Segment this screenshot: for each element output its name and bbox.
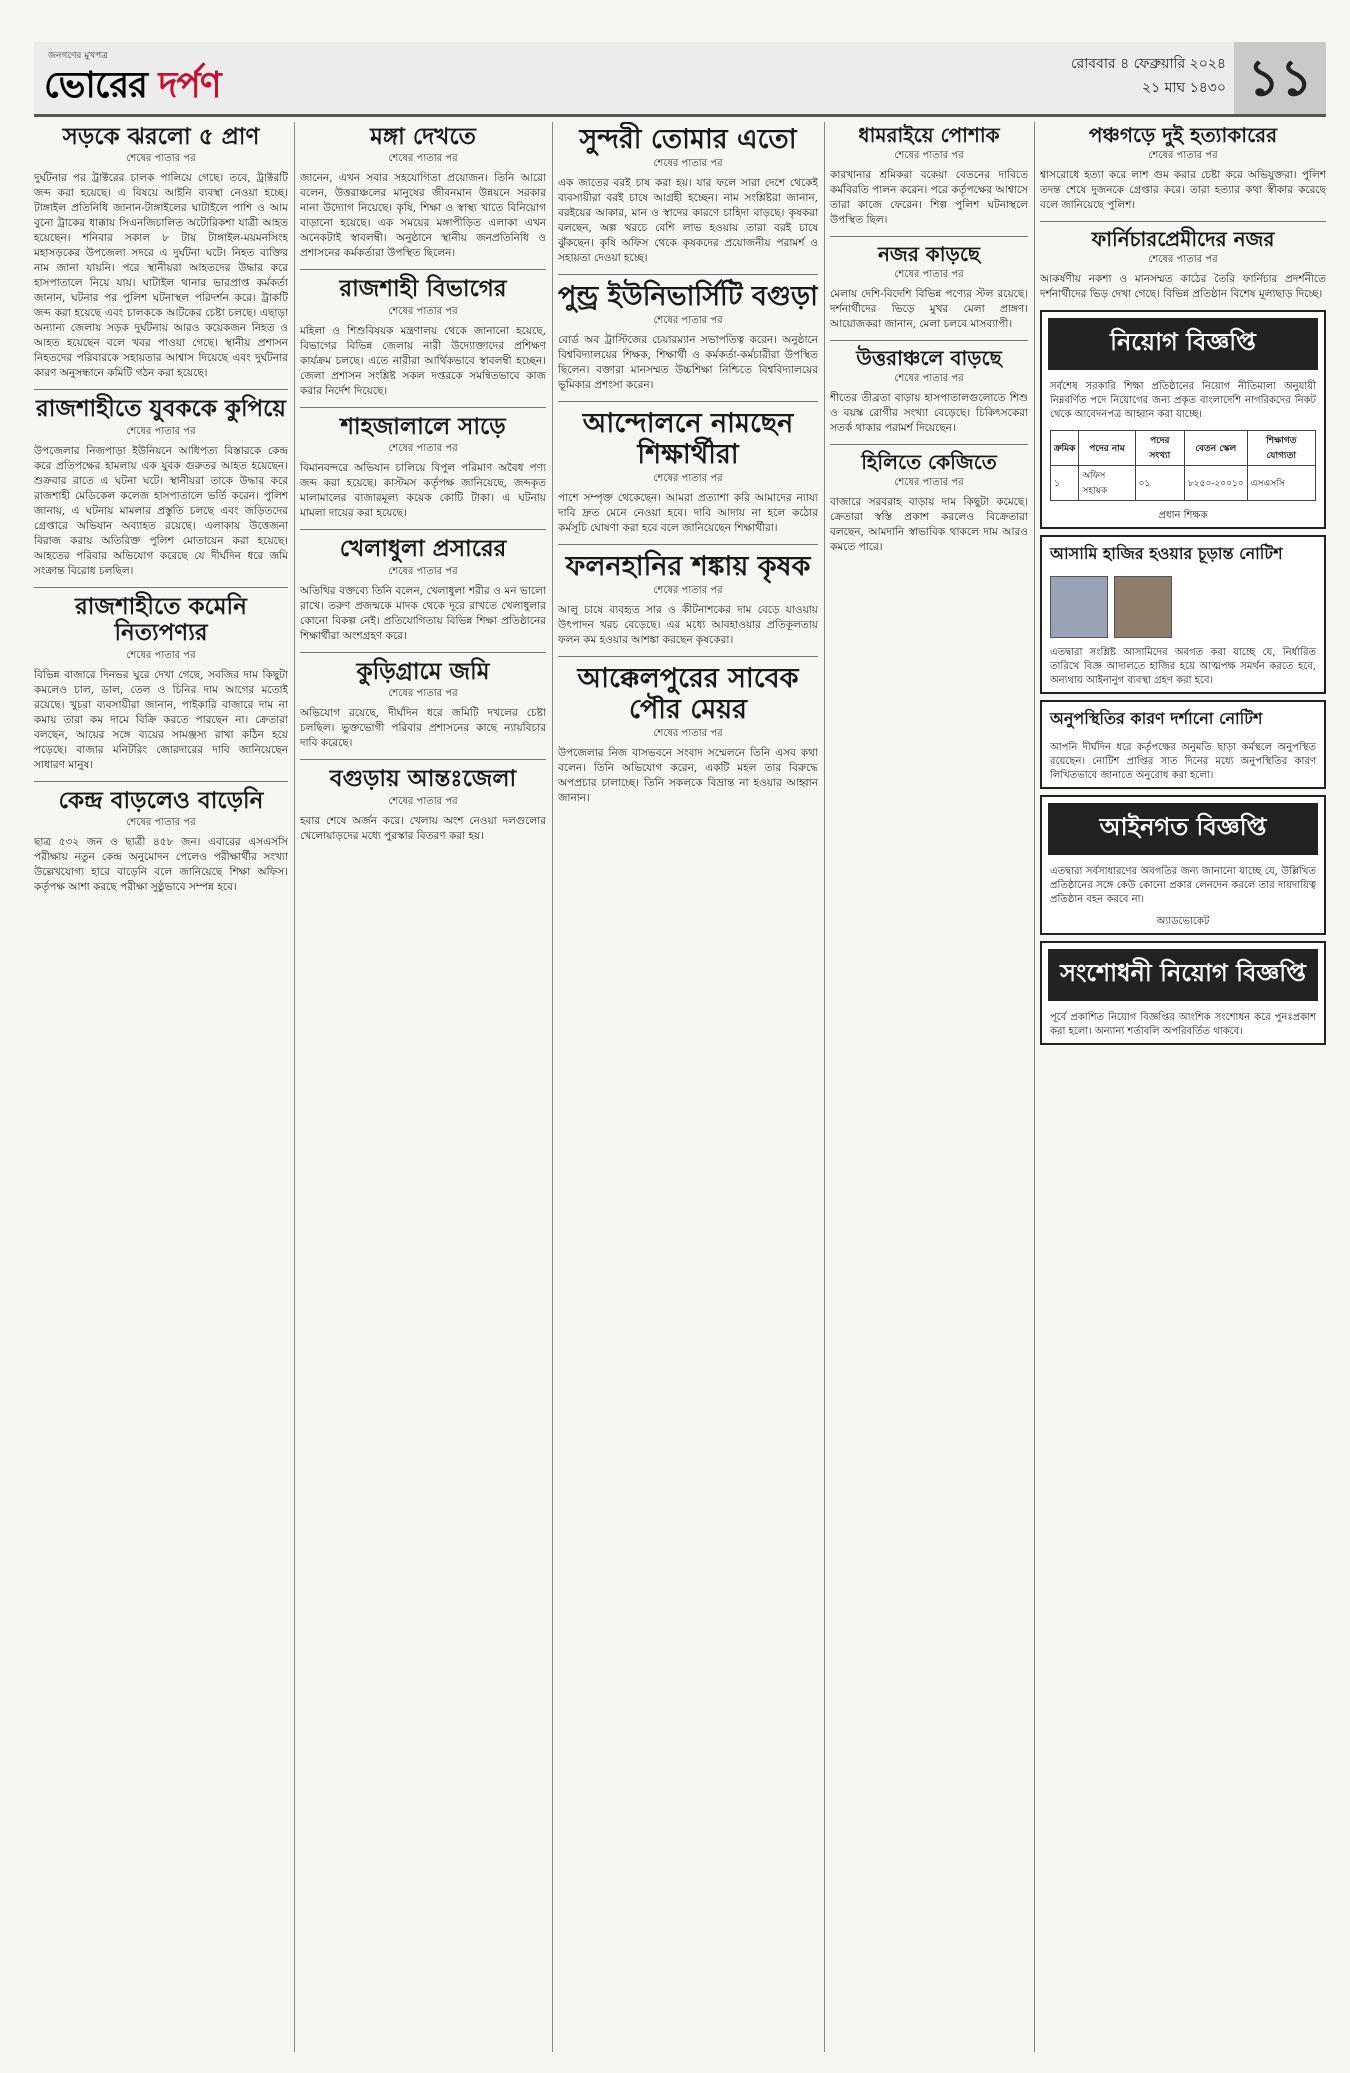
jump-label: শেষের পাতার পর	[388, 565, 458, 577]
ad-text: সর্বশেষ সরকারি শিক্ষা প্রতিষ্ঠানের নিয়োগ নীতিমালা অনুযায়ী নিম্নবর্ণিত পদে নিয়োগের জন্য প্রকৃত বাংলাদেশি নাগরিকদের নিকট থেকে আবেদনপত্র আহ্বান করা যাচ্ছে।	[1050, 381, 1316, 420]
article	[34, 124, 288, 381]
headline: কুড়িগ্রামে জমি	[356, 658, 490, 685]
article	[558, 663, 818, 806]
accused-photo	[1114, 576, 1172, 638]
jump-label: শেষের পাতার পর	[653, 315, 723, 327]
asami-notice-ad	[1040, 535, 1326, 694]
article-body: আকর্ষণীয় নকশা ও মানসম্মত কাঠের তৈরি ফার্নিচার প্রদর্শনীতে দর্শনার্থীদের ভিড় দেখা গেছে। বিভিন্ন প্রতিষ্ঠান বিশেষ মূল্যছাড় দিচ্ছে।	[1040, 273, 1326, 300]
logo-word-2: দর্পণ	[146, 65, 221, 106]
article-body: হবার শেষে অর্জন করে। খেলায় অংশ নেওয়া দলগুলোর খেলোয়াড়দের মধ্যে পুরস্কার বিতরণ করা হয়।	[300, 814, 546, 842]
headline: উত্তরাঞ্চলে বাড়ছে	[856, 346, 1002, 370]
ad-title: অনুপস্থিতির কারণ দর্শানো নোটিশ	[1050, 709, 1263, 728]
correction-notice-ad	[1040, 941, 1326, 1045]
headline: মঙ্গা দেখতে	[370, 124, 476, 150]
jump-label: শেষের পাতার পর	[894, 150, 964, 161]
column-divider	[1034, 122, 1035, 2052]
headline: খেলাধুলা প্রসারের	[339, 536, 507, 563]
article-body: এক জাতের বরই চাষ করা হয়। যার ফলে সারা দেশে থেকেই ব্যবসায়ীরা বরই চাষে আগ্রহী হচ্ছেন। নাম সংশ্লিষ্টরা জানান, বরইয়ের আকার, মান ও স্বাদের কারণে চাহিদা বাড়ছে। কৃষকরা বলছেন, অল্প খরচে বেশি লাভ হওয়ায় তারা বরই চাষে ঝুঁকছেন। কৃষি অফিস থেকে কৃষকদের প্রয়োজনীয় পরামর্শ ও সহায়তা দেওয়া হচ্ছে।	[558, 177, 818, 265]
ad-text: আপনি দীর্ঘদিন ধরে কর্তৃপক্ষের অনুমতি ছাড়া কর্মস্থলে অনুপস্থিত রয়েছেন। নোটিশ প্রাপ্তির সাত দিনের মধ্যে অনুপস্থিতির কারণ লিখিতভাবে জানাতে অনুরোধ করা হলো।	[1050, 742, 1316, 781]
column-divider	[552, 122, 553, 2052]
article	[34, 396, 288, 578]
article	[558, 281, 818, 393]
headline: বগুড়ায় আন্তঃজেলা	[329, 766, 517, 793]
ad-title: আসামি হাজির হওয়ার চূড়ান্ত নোটিশ	[1050, 544, 1283, 563]
article-body: বিমানবন্দরে অভিযান চালিয়ে বিপুল পরিমাণ অবৈধ পণ্য জব্দ করা হয়েছে। কাস্টমস কর্তৃপক্ষ জানিয়েছে, জব্দকৃত মালামালের বাজারমূল্য কয়েক কোটি টাকা। এ ঘটনায় মামলা দায়ের করা হয়েছে।	[300, 462, 546, 520]
jump-label: শেষের পাতার পর	[653, 473, 723, 485]
logo-word-1: ভোরের	[44, 65, 147, 106]
ad-banner: সংশোধনী নিয়োগ বিজ্ঞপ্তি	[1048, 949, 1318, 1001]
article	[300, 536, 546, 643]
ad-text: পূর্বে প্রকাশিত নিয়োগ বিজ্ঞপ্তির আংশিক সংশোধন করে পুনঃপ্রকাশ করা হলো। অন্যান্য শর্তাবলি অপরিবর্তিত থাকবে।	[1050, 1012, 1316, 1037]
article	[558, 551, 818, 648]
article	[300, 124, 546, 261]
article-body: মেলায় দেশি-বিদেশি বিভিন্ন পণ্যের স্টল রয়েছে। দর্শনার্থীদের ভিড়ে মুখর মেলা প্রাঙ্গণ। আয়োজকরা জানান, মেলা চলবে মাসব্যাপী।	[830, 288, 1028, 330]
headline: আন্দোলনে নামছেন শিক্ষার্থীরা	[582, 408, 794, 471]
article	[830, 347, 1028, 436]
jump-label: শেষের পাতার পর	[894, 373, 964, 384]
headline: নজর কাড়ছে	[877, 242, 981, 266]
headline: ফার্নিচারপ্রেমীদের নজর	[1091, 227, 1275, 251]
article	[300, 659, 546, 751]
logo-tagline: জনগণের মুখপত্র	[48, 51, 108, 61]
article	[1040, 124, 1326, 213]
headline: রাজশাহীতে যুবককে কুপিয়ে	[36, 396, 286, 423]
issue-date	[1071, 52, 1226, 100]
jump-label: শেষের পাতার পর	[894, 477, 964, 488]
article	[830, 451, 1028, 555]
article	[1040, 228, 1326, 302]
article-body: শীতের তীব্রতা বাড়ায় হাসপাতালগুলোতে শিশু ও বয়স্ক রোগীর সংখ্যা বেড়েছে। চিকিৎসকেরা সতর্ক থাকার পরামর্শ দিয়েছেন।	[830, 392, 1028, 434]
article	[34, 594, 288, 773]
date-gregorian: রোববার ৪ ফেব্রুয়ারি ২০২৪	[1070, 56, 1226, 72]
table-row: ১ অফিস সহায়ক ০১ ৮২৫০-২০০১০ এসএসসি	[1051, 466, 1316, 501]
headline: ধামরাইয়ে পোশাক	[858, 123, 1000, 147]
article-body: পাশে সম্পৃক্ত থেকেছেন। আমরা প্রত্যাশা করি আমাদের ন্যায্য দাবি দ্রুত মেনে নেওয়া হবে। দাবি আদায় না হলে কঠোর কর্মসূচি ঘোষণা করা হবে বলে জানিয়েছেন শিক্ষার্থীরা।	[558, 492, 818, 535]
article-body: উপজেলার নিজপাড়া ইউনিয়নে আধিপত্য বিস্তারকে কেন্দ্র করে প্রতিপক্ষের হামলায় এক যুবক গুরুতর আহত হয়েছেন। শুক্রবার রাতে এ ঘটনা ঘটে। স্থানীয়রা তাকে উদ্ধার করে রাজশাহী মেডিকেল কলেজ হাসপাতালে ভর্তি করেন। পুলিশ জানায়, এ ঘটনায় মামলার প্রস্তুতি চলছে এবং জড়িতদের গ্রেপ্তারে অভিযান অব্যাহত রয়েছে। এলাকায় উত্তেজনা বিরাজ করায় অতিরিক্ত পুলিশ মোতায়েন করা হয়েছে। আহতের পরিবার অভিযোগ করেছে যে দীর্ঘদিন ধরে জমি সংক্রান্ত বিরোধ চলছিল।	[34, 444, 288, 577]
headline: রাজশাহী বিভাগের	[339, 276, 507, 303]
jump-label: শেষের পাতার পর	[653, 158, 723, 170]
jump-label: শেষের পাতার পর	[388, 305, 458, 317]
jump-label: শেষের পাতার পর	[653, 585, 723, 597]
article-body: অতিথির বক্তব্যে তিনি বলেন, খেলাধুলা শরীর ও মন ভালো রাখে। তরুণ প্রজন্মকে মাদক থেকে দূরে রাখতে খেলাধুলার কোনো বিকল্প নেই। প্রতিযোগিতায় বিভিন্ন শিক্ষা প্রতিষ্ঠানের শিক্ষার্থীরা অংশগ্রহণ করে।	[300, 584, 546, 642]
headline: সুন্দরী তোমার এতো	[579, 124, 797, 155]
article-body: কারখানার শ্রমিকরা বকেয়া বেতনের দাবিতে কর্মবিরতি পালন করেন। পরে কর্তৃপক্ষের আশ্বাসে তারা কাজে ফেরেন। শিল্প পুলিশ ঘটনাস্থলে উপস্থিত ছিল।	[830, 169, 1028, 226]
headline: আক্কেলপুরের সাবেক পৌর মেয়র	[577, 663, 799, 726]
newspaper-logo	[40, 48, 250, 108]
jump-label: শেষের পাতার পর	[388, 443, 458, 455]
article	[830, 243, 1028, 332]
date-bangla: ২১ মাঘ ১৪৩০	[1142, 80, 1226, 96]
jump-label: শেষের পাতার পর	[894, 269, 964, 280]
column-divider	[824, 122, 825, 2052]
headline: রাজশাহীতে কমেনি নিত্যপণ্যর	[75, 593, 247, 647]
column-5	[1040, 122, 1326, 2052]
headline: পঞ্চগড়ে দুই হত্যাকারের	[1088, 123, 1278, 147]
jump-label: শেষের পাতার পর	[126, 649, 196, 661]
jump-label: শেষের পাতার পর	[126, 153, 196, 165]
jump-label: শেষের পাতার পর	[388, 153, 458, 165]
jump-label: শেষের পাতার পর	[1148, 150, 1218, 161]
newspaper-page	[34, 42, 1326, 2058]
jump-label: শেষের পাতার পর	[388, 688, 458, 700]
article	[300, 276, 546, 398]
ad-text: এতদ্বারা সর্বসাধারণের অবগতির জন্য জানানো যাচ্ছে যে, উল্লিখিত প্রতিষ্ঠানের সঙ্গে কেউ কোনো প্রকার লেনদেন করলে তার দায়দায়িত্ব প্রতিষ্ঠান বহন করবে না।	[1050, 866, 1316, 905]
article-body: শ্বাসরোধে হত্যা করে লাশ গুম করার চেষ্টা করে অভিযুক্তরা। পুলিশ তদন্ত শেষে দুজনকে গ্রেপ্তার করে। তারা হত্যার কথা স্বীকার করেছে বলে জানিয়েছে পুলিশ।	[1040, 169, 1326, 211]
ad-banner: নিয়োগ বিজ্ঞপ্তি	[1048, 318, 1318, 370]
niyog-ad	[1040, 310, 1326, 529]
article-body: দুর্ঘটনার পর ট্রাক্টরের চালক পালিয়ে গেছে। তবে, ট্রাক্টরটি জব্দ করা হয়েছে। এ বিষয়ে আইনি ব্যবস্থা নেওয়া হচ্ছে। টাঙ্গাইল প্রতিনিধি জানান-টাঙ্গাইলের ঘাটাইলে পাশি ও আম বুনো ট্রাকের ধাক্কায় সিএনজিচালিত অটোরিকশা যাত্রী আহত হয়েছেন। শনিবার সকাল ৮ টায় টাঙ্গাইল-ময়মনসিংহ মহাসড়কের উপজেলা সদরে এ দুর্ঘটনা ঘটে। নিহত ব্যক্তির নাম জানা যায়নি। পরে স্থানীয়রা আহতদের উদ্ধার করে হাসপাতালে নিয়ে যায়। ঘাটাইল থানার ভারপ্রাপ্ত কর্মকর্তা জানান, ঘটনার পর পুলিশ ঘটনাস্থল পরিদর্শন করে। ট্রাকটি জব্দ করা হয়েছে এবং চালককে আটকের চেষ্টা চলছে। এছাড়া অন্যান্য জেলায় সড়ক দুর্ঘটনায় আরও কয়েকজন নিহত ও আহত হয়েছেন বলে খবর পাওয়া গেছে। স্থানীয় প্রশাসন নিহতদের পরিবারকে সহায়তার আশ্বাস দিয়েছে এবং দুর্ঘটনার কারণ অনুসন্ধানে কমিটি গঠন করা হয়েছে।	[34, 172, 288, 380]
jump-label: শেষের পাতার পর	[126, 817, 196, 829]
ad-table	[1050, 430, 1316, 501]
article-body: বিভিন্ন বাজারে দিনভর ঘুরে দেখা গেছে, সবজির দাম কিছুটা কমলেও চাল, ডাল, তেল ও চিনির দাম আগের মতোই রয়েছে। খুচরা ব্যবসায়ীরা জানান, পাইকারি বাজারে দাম না কমায় তারা কম দামে বিক্রি করতে পারছেন না। ক্রেতারা বলছেন, আয়ের সঙ্গে ব্যয়ের সামঞ্জস্য রাখা কঠিন হয়ে পড়েছে। বাজার মনিটরিং জোরদারের দাবি জানিয়েছেন সাধারণ মানুষ।	[34, 668, 288, 771]
article	[830, 124, 1028, 228]
headline: শাহজালালে সাড়ে	[340, 413, 506, 440]
headline: ফলনহানির শঙ্কায় কৃষক	[565, 551, 811, 583]
article-body: বোর্ড অব ট্রাস্টিজের চেয়ারম্যান সভাপতিত্ব করেন। অনুষ্ঠানে বিশ্ববিদ্যালয়ের শিক্ষক, শিক্ষার্থী ও কর্মকর্তা-কর্মচারীরা উপস্থিত ছিলেন। বক্তারা মানসম্মত উচ্চশিক্ষা নিশ্চিতে বিশ্ববিদ্যালয়ের ভূমিকার প্রশংসা করেন।	[558, 334, 818, 392]
headline: সড়কে ঝরলো ৫ প্রাণ	[62, 124, 260, 150]
page-number: ১১	[1234, 42, 1326, 114]
column-divider	[294, 122, 295, 2052]
jump-label: শেষের পাতার পর	[1148, 254, 1218, 265]
ad-signature: অ্যাডভোকেট	[1156, 916, 1210, 927]
column-4	[830, 122, 1028, 2052]
ad-text: এতদ্বারা সংশ্লিষ্ট আসামিদের অবগত করা যাচ্ছে যে, নির্ধারিত তারিখে বিজ্ঞ আদালতে হাজির হয়ে আত্মপক্ষ সমর্থন করতে হবে, অন্যথায় আইনানুগ ব্যবস্থা গ্রহণ করা হবে।	[1050, 647, 1316, 686]
article	[300, 414, 546, 521]
article-body: ছাত্র ৫৩২ জন ও ছাত্রী ৪৫৮ জন। এবারের এসএসসি পরীক্ষায় নতুন কেন্দ্র অনুমোদন পেলেও পরীক্ষার্থীর সংখ্যা উল্লেখযোগ্য হারে বাড়েনি বলে জানিয়েছে শিক্ষা অফিস। কর্তৃপক্ষ আশা করছে পরীক্ষা সুষ্ঠুভাবে সম্পন্ন হবে।	[34, 836, 288, 894]
article	[558, 408, 818, 536]
article	[34, 788, 288, 895]
article-body: অভিযোগ রয়েছে, দীর্ঘদিন ধরে জমিটি দখলের চেষ্টা চলছিল। ভুক্তভোগী পরিবার প্রশাসনের কাছে ন্যায়বিচার দাবি করেছে।	[300, 707, 546, 750]
headline: হিলিতে কেজিতে	[861, 450, 997, 474]
column-1	[34, 122, 288, 2052]
column-2	[300, 122, 546, 2052]
ad-banner: আইনগত বিজ্ঞপ্তি	[1048, 803, 1318, 855]
article-body: মহিলা ও শিশুবিষয়ক মন্ত্রণালয় থেকে জানানো হয়েছে, বিভাগের বিভিন্ন জেলায় নারী উদ্যোক্তাদের প্রশিক্ষণ কার্যক্রম চলছে। এতে নারীরা আর্থিকভাবে স্বাবলম্বী হচ্ছেন। জেলা প্রশাসন সংশ্লিষ্ট সকল দপ্তরকে সমন্বিতভাবে কাজ করার নির্দেশ দিয়েছে।	[300, 324, 546, 397]
absence-notice-ad	[1040, 700, 1326, 789]
jump-label: শেষের পাতার পর	[653, 728, 723, 740]
accused-photo	[1050, 576, 1108, 638]
headline: পুন্ড্র ইউনিভার্সিটি বগুড়া	[558, 281, 818, 313]
jump-label: শেষের পাতার পর	[126, 425, 196, 437]
legal-notice-ad	[1040, 795, 1326, 935]
column-3	[558, 122, 818, 2052]
table-header-row: ক্রমিক পদের নাম পদের সংখ্যা বেতন স্কেল শিক্ষাগত যোগ্যতা	[1051, 431, 1316, 466]
headline: কেন্দ্র বাড়লেও বাড়েনি	[58, 787, 264, 814]
article-body: জানেন, এখন সবার সহযোগিতা প্রয়োজন। তিনি আরো বলেন, উত্তরাঞ্চলের মানুষের জীবনমান উন্নয়নে সরকার নানা উদ্যোগ নিয়েছে। কৃষি, শিক্ষা ও স্বাস্থ্য খাতে বিনিয়োগ বাড়ানো হয়েছে। এক সময়ের মঙ্গাপীড়িত এলাকা এখন অনেকটাই স্বাবলম্বী। অনুষ্ঠানে স্থানীয় জনপ্রতিনিধি ও প্রশাসনের কর্মকর্তারা উপস্থিত ছিলেন।	[300, 172, 546, 260]
ad-signature: প্রধান শিক্ষক	[1158, 510, 1208, 521]
article-body: আলু চাষে ব্যবহৃত সার ও কীটনাশকের দাম বেড়ে যাওয়ায় উৎপাদন খরচ বেড়েছে। এর মধ্যে আবহাওয়ার প্রতিকূলতায় ফলন কম হওয়ার আশঙ্কা করছেন কৃষকেরা।	[558, 604, 818, 647]
article	[558, 124, 818, 266]
article-body: উপজেলার নিজ বাসভবনে সংবাদ সম্মেলনে তিনি এসব কথা বলেন। তিনি অভিযোগ করেন, একটি মহল তার বিরুদ্ধে অপপ্রচার চালাচ্ছে। তিনি সকলকে বিভ্রান্ত না হওয়ার আহ্বান জানান।	[558, 747, 818, 805]
masthead	[34, 42, 1326, 117]
jump-label: শেষের পাতার পর	[388, 795, 458, 807]
article	[300, 766, 546, 843]
article-body: বাজারে সরবরাহ বাড়ায় দাম কিছুটা কমেছে। ক্রেতারা স্বস্তি প্রকাশ করলেও বিক্রেতারা বলছেন, আমদানি স্বাভাবিক থাকলে দাম আরও কমতে পারে।	[830, 496, 1028, 553]
